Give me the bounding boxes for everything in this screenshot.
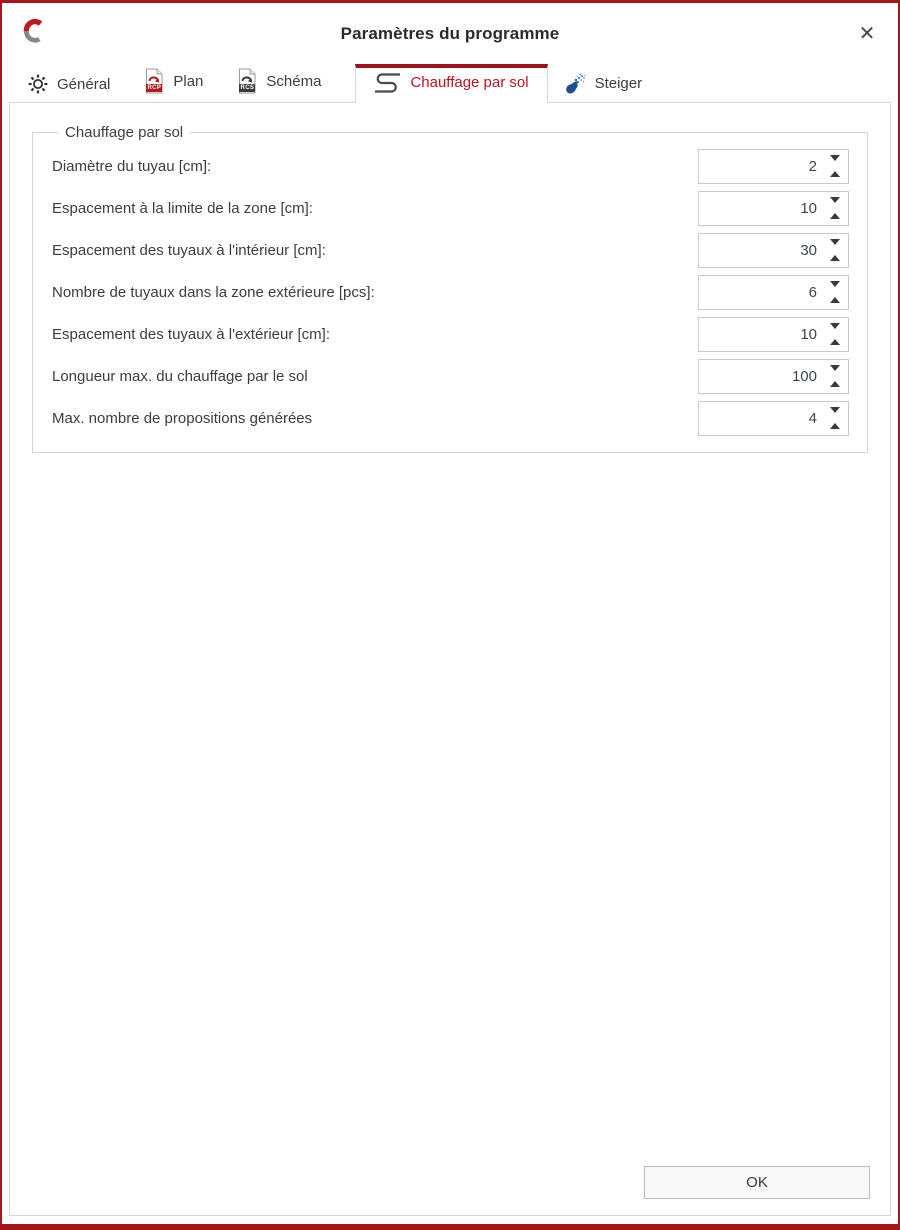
tab-plan[interactable] [144, 68, 203, 102]
triangle-down-icon [830, 155, 840, 176]
doc-badge: RCP [147, 85, 162, 91]
tabstrip [2, 63, 898, 102]
spin-value-input[interactable] [699, 234, 824, 267]
ok-button[interactable]: OK [644, 1166, 870, 1199]
hand-spray-icon [564, 72, 586, 94]
spin-arrows [824, 192, 848, 225]
window-title: Paramètres du programme [340, 24, 560, 43]
titlebar [2, 3, 898, 63]
triangle-down-icon [830, 407, 840, 428]
field-row-diametre [52, 149, 849, 184]
nombre-tuyaux-spinner [698, 275, 849, 310]
groupbox-title: Chauffage par sol [65, 124, 184, 141]
max-propositions-spinner [698, 401, 849, 436]
spin-arrows [824, 402, 848, 435]
field-label: Espacement des tuyaux à l'extérieur [cm]: [52, 326, 330, 343]
triangle-down-icon [830, 239, 840, 260]
tab-label: Schéma [266, 72, 322, 90]
tab-label: Steiger [594, 74, 643, 92]
field-label: Espacement à la limite de la zone [cm]: [52, 200, 313, 217]
tab-chauffage-par-sol[interactable] [355, 64, 547, 103]
spin-value-input[interactable] [699, 276, 824, 309]
spin-value-input[interactable] [699, 192, 824, 225]
spin-value-input[interactable] [699, 318, 824, 351]
field-label: Diamètre du tuyau [cm]: [52, 158, 212, 175]
spin-value-input[interactable] [699, 402, 824, 435]
tab-label: Chauffage par sol [410, 74, 529, 91]
document-rcs-icon [237, 68, 257, 94]
field-row-max-propositions [52, 401, 849, 436]
tab-schema[interactable] [237, 68, 321, 102]
doc-badge: RCS [240, 85, 255, 91]
spin-arrows [824, 150, 848, 183]
espacement-interieur-spinner [698, 233, 849, 268]
tab-general[interactable] [28, 74, 110, 102]
field-row-espacement-exterieur [52, 317, 849, 352]
field-label: Nombre de tuyaux dans la zone extérieure [pcs]: [52, 284, 375, 301]
field-row-espacement-limite [52, 191, 849, 226]
field-row-espacement-interieur [52, 233, 849, 268]
tab-label: Général [57, 75, 111, 93]
pipe-coil-icon [374, 71, 401, 94]
triangle-down-icon [830, 281, 840, 302]
tab-content-panel [9, 102, 891, 1216]
field-label: Longueur max. du chauffage par le sol [52, 368, 308, 385]
tab-steiger[interactable] [564, 72, 643, 102]
spin-arrows [824, 276, 848, 309]
spin-value-input[interactable] [699, 360, 824, 393]
tab-label: Plan [173, 72, 204, 90]
spin-arrows [824, 360, 848, 393]
field-row-longueur-max [52, 359, 849, 394]
longueur-max-spinner [698, 359, 849, 394]
diametre-tuyau-spinner [698, 149, 849, 184]
espacement-limite-spinner [698, 191, 849, 226]
espacement-exterieur-spinner [698, 317, 849, 352]
field-label: Max. nombre de propositions générées [52, 410, 313, 427]
chauffage-groupbox [32, 124, 868, 453]
sun-icon [28, 74, 48, 94]
triangle-down-icon [830, 365, 840, 386]
triangle-down-icon [830, 323, 840, 344]
spin-arrows [824, 234, 848, 267]
field-row-nombre-tuyaux [52, 275, 849, 310]
spin-value-input[interactable] [699, 150, 824, 183]
close-icon[interactable]: ✕ [852, 19, 882, 49]
field-label: Espacement des tuyaux à l'intérieur [cm]: [52, 242, 326, 259]
spin-arrows [824, 318, 848, 351]
document-rcp-icon [144, 68, 164, 94]
triangle-down-icon [830, 197, 840, 218]
